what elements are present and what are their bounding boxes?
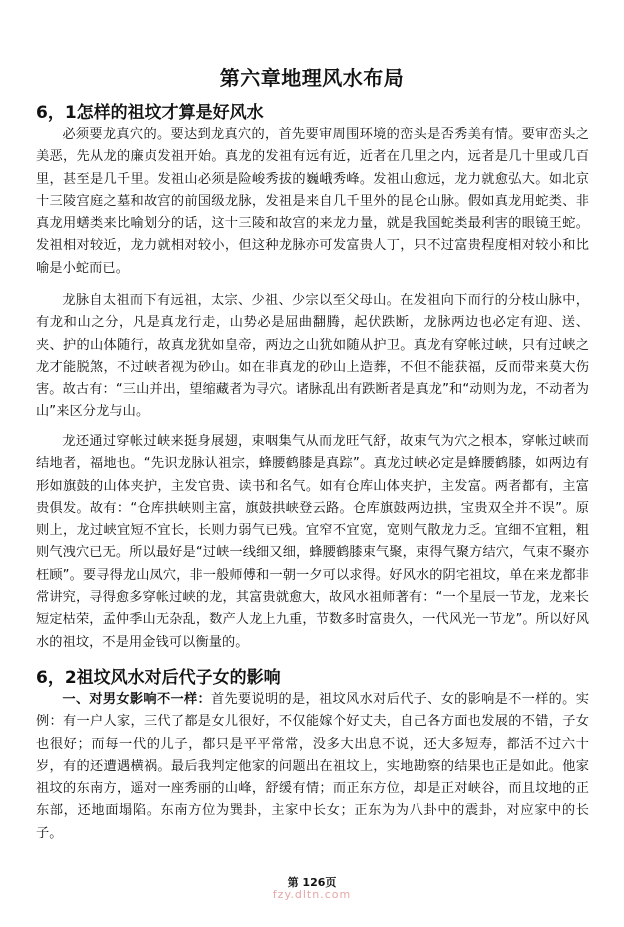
paragraph: 龙还通过穿帐过峡来挺身展翅，束咽集气从而龙旺气舒，故束气为穴之根本，穿帐过峡而结地者，福地也。“先识龙脉认祖宗，蜂腰鹤膝是真踪”。真龙过峡必定是蜂腰鹤膝，如两边有形如旗鼓的山体夹护，主发官贵、读书和名气。如有仓库山体夹护，主发富。两者都有，主富贵俱发。故有：“仓库拱峡则主富，旗鼓拱峡登云路。仓库旗鼓两边拱，宝贵双全并不误”。原则上，龙过峡宜短不宜长，长则力弱气已残。宜窄不宜宽，宽则气散龙力乏。宜细不宜粗，粗则气洩穴已无。所以最好是“过峡一线细又细，蜂腰鹤膝束气聚，束得气聚方结穴，气束不聚亦枉顾”。要寻得龙山凤穴，非一般师傅和一朝一夕可以求得。好风水的阴宅祖坟，单在来龙都非常讲究，寻得愈多穿帐过峡的龙，其富贵就愈大，故风水祖师著有：“一个星辰一节龙，龙来长短定枯荣，孟仲季山无杂乱，数产人龙上九重，节数多时富贵久，一代风光一节龙”。所以好风水的祖坟，不是用金钱可以衡量的。 [36,434,589,650]
watermark: fzy.dltn.com [272,888,352,901]
paragraph: 必须要龙真穴的。要达到龙真穴的，首先要审周围环境的峦头是否秀美有情。要审峦头之美恶，先从龙的廉贞发祖开始。真龙的发祖有远有近，近者在几里之内，远者是几十里或几百里，甚至是几千里。发祖山必须是险峻秀拔的巍峨秀峰。发祖山愈远，龙力就愈弘大。如北京十三陵宫庭之墓和故宫的前国级龙脉，发祖是来自几千里外的昆仑山脉。假如真龙用蛇类、非真龙用蟮类来比喻划分的话，这十三陵和故宫的来龙力量，就是我国蛇类最利害的眼镜王蛇。发祖相对较近，龙力就相对较小，但这种龙脉亦可发富贵人丁，只不过富贵程度相对较小和比喻是小蛇而已。 [36,127,589,276]
page-number: 第 126页 [287,876,337,889]
paragraph [36,689,589,845]
chapter-title: 第六章地理风水布局 [219,66,405,90]
paragraph-lead: 一、对男女影响不一样： [62,692,211,707]
paragraph: 龙脉自太祖而下有远祖，太宗、少祖、少宗以至父母山。在发祖向下而行的分枝山脉中，有龙和山之分，凡是真龙行走，山势必是屈曲翻腾，起伏跌断，龙脉两边也必定有迎、送、夹、护的山体随行，故真龙犹如皇帝，两边之山犹如随从护卫。真龙有穿帐过峡，只有过峡之龙才能脱煞，不过峡者视为砂山。如在非真龙的砂山上造葬，不但不能获福，反而带来莫大伤害。故古有：“三山并出，望缩藏者为寻穴。诸脉乱出有跌断者是真龙”和“动则为龙，不动者为山”来区分龙与山。 [36,293,589,420]
section-title-6-1: 6，1怎样的祖坟才算是好风水 [36,103,264,123]
section-title-6-2: 6，2祖坟风水对后代子女的影响 [36,668,281,688]
paragraph-body: 首先要说明的是，祖坟风水对后代子、女的影响是不一样的。实例：有一户人家，三代了都是女儿很好，不仅能嫁个好丈夫，自己各方面也发展的不错，子女也很好；而每一代的儿子，都只是平平常常，没多大出息不说，还大多短寿，都活不过六十岁，有的还遭遇横祸。最后我判定他家的问题出在祖坟上，实地勘察的结果也正是如此。他家祖坟的东南方，遥对一座秀丽的山峰，舒缓有情；而正东方位，却是正对峡谷，而且坟地的正东部，还地面塌陷。东南方位为巽卦，主家中长女；正东为为八卦中的震卦，对应家中的长子。 [36,692,589,841]
